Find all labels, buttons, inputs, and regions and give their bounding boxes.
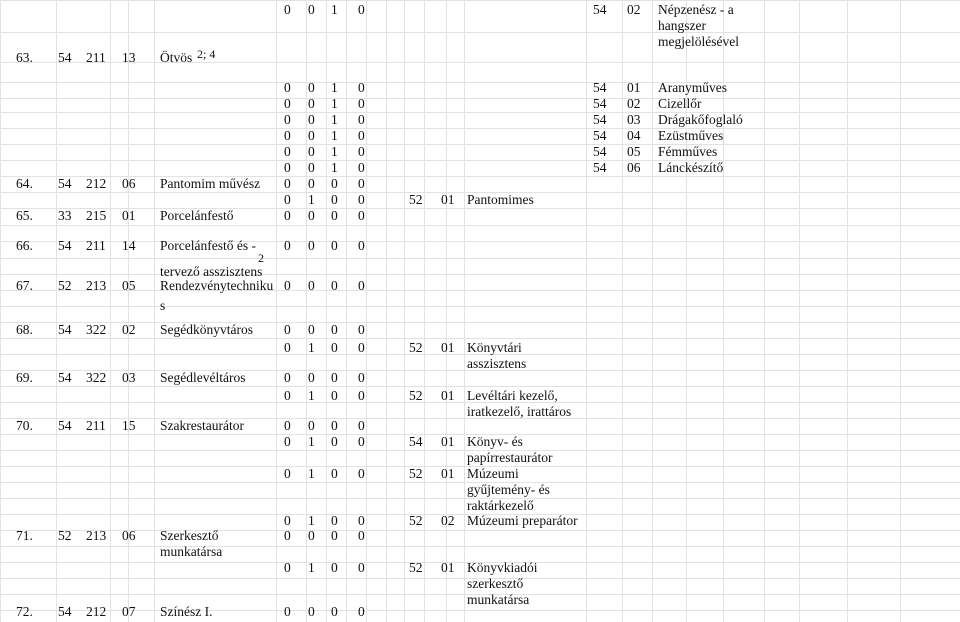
sub-code-a: 52	[409, 388, 423, 403]
footnote-reference: 2	[258, 251, 264, 265]
code-part-c: 15	[122, 418, 136, 433]
flag-2: 1	[308, 192, 315, 207]
code-part-a: 54	[58, 176, 72, 191]
flag-1: 0	[284, 528, 291, 543]
flag-4: 0	[358, 466, 365, 481]
flag-2: 0	[308, 208, 315, 223]
flag-1: 0	[284, 144, 291, 159]
flag-4: 0	[358, 278, 365, 293]
code-part-b: 213	[86, 278, 107, 293]
sub-occupation-name-line: Könyvkiadói	[467, 560, 538, 575]
code-part-c: 06	[122, 176, 136, 191]
code-part-a: 52	[58, 528, 72, 543]
code-part-b: 322	[86, 322, 107, 337]
code-part-c: 13	[122, 50, 136, 65]
row-number: 72.	[16, 604, 33, 619]
sub-code-a: 54	[593, 80, 607, 95]
flag-1: 0	[284, 513, 291, 528]
flag-1: 0	[284, 388, 291, 403]
flag-1: 0	[284, 560, 291, 575]
sub-occupation-name-line: Múzeumi	[467, 466, 519, 481]
flag-2: 0	[308, 2, 315, 17]
sub-occupation-name-line: raktárkezelő	[467, 498, 534, 513]
sub-code-b: 03	[627, 112, 641, 127]
sub-occupation-name-line: Könyv- és	[467, 434, 523, 449]
flag-1: 0	[284, 208, 291, 223]
flag-1: 0	[284, 80, 291, 95]
flag-3: 0	[331, 322, 338, 337]
flag-3: 1	[331, 144, 338, 159]
code-part-c: 02	[122, 322, 136, 337]
flag-1: 0	[284, 128, 291, 143]
occupation-name: Segédkönyvtáros	[160, 322, 253, 337]
flag-3: 1	[331, 112, 338, 127]
code-part-b: 322	[86, 370, 107, 385]
flag-3: 0	[331, 560, 338, 575]
sub-occupation-name-line: hangszer	[658, 18, 706, 33]
flag-2: 0	[308, 528, 315, 543]
sub-code-b: 01	[441, 192, 455, 207]
row-number: 63.	[16, 50, 33, 65]
code-part-a: 54	[58, 604, 72, 619]
code-part-b: 211	[86, 238, 106, 253]
flag-1: 0	[284, 96, 291, 111]
flag-4: 0	[358, 560, 365, 575]
flag-3: 1	[331, 2, 338, 17]
sub-code-a: 54	[593, 128, 607, 143]
sub-code-a: 52	[409, 513, 423, 528]
sub-code-b: 04	[627, 128, 641, 143]
flag-1: 0	[284, 176, 291, 191]
sub-occupation-name-line: Levéltári kezelő,	[467, 388, 558, 403]
flag-2: 0	[308, 278, 315, 293]
row-number: 65.	[16, 208, 33, 223]
sub-occupation-name: Aranyműves	[658, 80, 727, 95]
sub-occupation-name-line: papírrestaurátor	[467, 450, 553, 465]
code-part-c: 01	[122, 208, 136, 223]
flag-4: 0	[358, 128, 365, 143]
sub-code-b: 02	[441, 513, 455, 528]
flag-2: 0	[308, 144, 315, 159]
flag-1: 0	[284, 434, 291, 449]
sub-occupation-name: Pantomimes	[467, 192, 534, 207]
sub-code-a: 54	[593, 96, 607, 111]
flag-2: 0	[308, 604, 315, 619]
flag-4: 0	[358, 434, 365, 449]
occupation-name: Színész I.	[160, 604, 213, 619]
sub-code-b: 01	[441, 388, 455, 403]
flag-2: 1	[308, 388, 315, 403]
flag-3: 0	[331, 513, 338, 528]
sub-occupation-name: Ezüstműves	[658, 128, 724, 143]
flag-4: 0	[358, 604, 365, 619]
occupation-name-line: Szerkesztő	[160, 528, 219, 543]
flag-1: 0	[284, 322, 291, 337]
flag-4: 0	[358, 370, 365, 385]
sub-occupation-name-line: Népzenész - a	[658, 2, 734, 17]
flag-4: 0	[358, 112, 365, 127]
flag-1: 0	[284, 418, 291, 433]
occupation-name: Porcelánfestő	[160, 208, 234, 223]
sub-occupation-name: Cizellőr	[658, 96, 702, 111]
sub-code-a: 54	[593, 2, 607, 17]
flag-1: 0	[284, 340, 291, 355]
flag-4: 0	[358, 388, 365, 403]
flag-2: 1	[308, 466, 315, 481]
flag-1: 0	[284, 604, 291, 619]
code-part-c: 03	[122, 370, 136, 385]
row-number: 68.	[16, 322, 33, 337]
flag-4: 0	[358, 176, 365, 191]
flag-2: 0	[308, 322, 315, 337]
sub-code-a: 54	[593, 160, 607, 175]
sub-occupation-name: Lánckészítő	[658, 160, 724, 175]
flag-4: 0	[358, 418, 365, 433]
sub-code-a: 54	[409, 434, 423, 449]
flag-3: 0	[331, 176, 338, 191]
flag-2: 0	[308, 160, 315, 175]
flag-3: 0	[331, 278, 338, 293]
flag-3: 1	[331, 160, 338, 175]
row-number: 69.	[16, 370, 33, 385]
sub-occupation-name-line: megjelölésével	[658, 34, 739, 49]
code-part-a: 54	[58, 238, 72, 253]
sub-code-a: 54	[593, 112, 607, 127]
sub-occupation-name-line: iratkezelő, irattáros	[467, 404, 572, 419]
sub-code-b: 01	[441, 466, 455, 481]
row-number: 71.	[16, 528, 33, 543]
flag-2: 0	[308, 112, 315, 127]
flag-1: 0	[284, 2, 291, 17]
code-part-a: 54	[58, 322, 72, 337]
code-part-b: 212	[86, 604, 107, 619]
flag-3: 0	[331, 238, 338, 253]
code-part-a: 52	[58, 278, 72, 293]
flag-4: 0	[358, 340, 365, 355]
occupation-name-line: tervező asszisztens	[160, 264, 263, 279]
flag-1: 0	[284, 370, 291, 385]
code-part-c: 14	[122, 238, 136, 253]
flag-1: 0	[284, 466, 291, 481]
flag-4: 0	[358, 208, 365, 223]
occupation-name: Szakrestaurátor	[160, 418, 244, 433]
occupation-name: Ötvös	[160, 50, 193, 65]
code-part-b: 212	[86, 176, 107, 191]
code-part-b: 211	[86, 418, 106, 433]
flag-4: 0	[358, 322, 365, 337]
flag-1: 0	[284, 278, 291, 293]
code-part-b: 211	[86, 50, 106, 65]
sub-code-a: 52	[409, 340, 423, 355]
flag-3: 1	[331, 96, 338, 111]
sub-code-a: 52	[409, 560, 423, 575]
flag-3: 0	[331, 466, 338, 481]
flag-3: 1	[331, 128, 338, 143]
flag-3: 0	[331, 434, 338, 449]
flag-2: 0	[308, 238, 315, 253]
sub-occupation-name: Drágakőfoglaló	[658, 112, 743, 127]
flag-2: 1	[308, 434, 315, 449]
sub-code-a: 52	[409, 466, 423, 481]
flag-2: 0	[308, 80, 315, 95]
sub-code-b: 02	[627, 96, 641, 111]
row-number: 70.	[16, 418, 33, 433]
occupation-name-line: s	[160, 298, 166, 313]
flag-4: 0	[358, 160, 365, 175]
flag-4: 0	[358, 238, 365, 253]
code-part-c: 06	[122, 528, 136, 543]
sub-occupation-name-line: Könyvtári	[467, 340, 522, 355]
sub-occupation-name: Fémműves	[658, 144, 718, 159]
code-part-c: 05	[122, 278, 136, 293]
flag-1: 0	[284, 192, 291, 207]
occupation-name-line: Porcelánfestő és -	[160, 238, 256, 253]
sub-code-a: 54	[593, 144, 607, 159]
footnote-reference: 2; 4	[197, 47, 216, 61]
code-part-c: 07	[122, 604, 136, 619]
flag-4: 0	[358, 513, 365, 528]
flag-3: 0	[331, 528, 338, 543]
flag-2: 0	[308, 418, 315, 433]
code-part-b: 213	[86, 528, 107, 543]
sub-code-b: 01	[441, 560, 455, 575]
sub-code-b: 01	[441, 434, 455, 449]
flag-2: 0	[308, 96, 315, 111]
occupation-name-line: Rendezvénytechniku	[160, 278, 274, 293]
sub-occupation-name-line: szerkesztő	[467, 576, 524, 591]
code-part-a: 54	[58, 50, 72, 65]
flag-2: 0	[308, 370, 315, 385]
row-number: 66.	[16, 238, 33, 253]
flag-1: 0	[284, 160, 291, 175]
sub-code-a: 52	[409, 192, 423, 207]
flag-3: 0	[331, 604, 338, 619]
sub-occupation-name-line: gyűjtemény- és	[467, 482, 550, 497]
sub-code-b: 01	[441, 340, 455, 355]
row-number: 64.	[16, 176, 33, 191]
sub-code-b: 01	[627, 80, 641, 95]
flag-2: 1	[308, 513, 315, 528]
flag-3: 0	[331, 208, 338, 223]
occupation-name-line: munkatársa	[160, 544, 223, 559]
occupation-name: Pantomim művész	[160, 176, 261, 191]
occupation-name: Segédlevéltáros	[160, 370, 246, 385]
code-part-a: 54	[58, 370, 72, 385]
flag-3: 1	[331, 80, 338, 95]
flag-4: 0	[358, 192, 365, 207]
code-part-a: 54	[58, 418, 72, 433]
flag-3: 0	[331, 192, 338, 207]
flag-2: 0	[308, 128, 315, 143]
flag-4: 0	[358, 528, 365, 543]
sub-occupation-name-line: asszisztens	[467, 356, 527, 371]
code-part-b: 215	[86, 208, 107, 223]
flag-3: 0	[331, 388, 338, 403]
code-part-a: 33	[58, 208, 72, 223]
flag-1: 0	[284, 238, 291, 253]
flag-3: 0	[331, 370, 338, 385]
flag-4: 0	[358, 96, 365, 111]
flag-4: 0	[358, 144, 365, 159]
sub-code-b: 02	[627, 2, 641, 17]
sub-code-b: 06	[627, 160, 641, 175]
flag-2: 1	[308, 560, 315, 575]
flag-4: 0	[358, 2, 365, 17]
row-number: 67.	[16, 278, 33, 293]
sub-occupation-name: Múzeumi preparátor	[467, 513, 578, 528]
sub-code-b: 05	[627, 144, 641, 159]
flag-3: 0	[331, 418, 338, 433]
sub-occupation-name-line: munkatársa	[467, 592, 530, 607]
flag-4: 0	[358, 80, 365, 95]
flag-2: 0	[308, 176, 315, 191]
flag-3: 0	[331, 340, 338, 355]
flag-1: 0	[284, 112, 291, 127]
flag-2: 1	[308, 340, 315, 355]
